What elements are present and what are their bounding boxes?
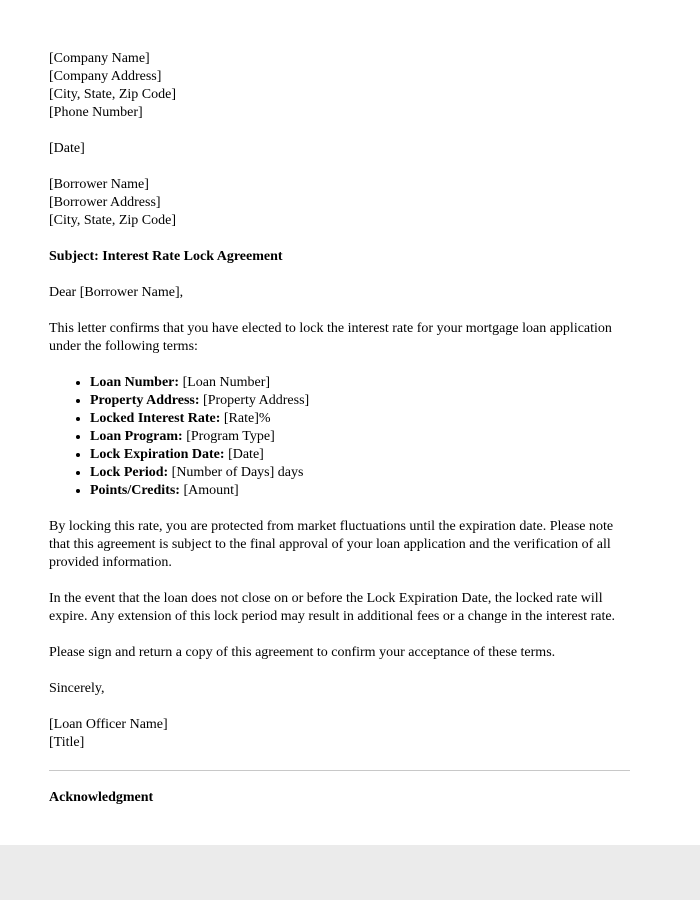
term-item-property-address bbox=[90, 392, 630, 410]
signature-block bbox=[49, 716, 630, 752]
loan-officer-name: [Loan Officer Name] bbox=[49, 717, 168, 732]
term-item-locked-interest-rate bbox=[90, 410, 630, 428]
term-value: [Date] bbox=[228, 447, 264, 462]
section-divider bbox=[49, 770, 630, 771]
salutation: Dear [Borrower Name], bbox=[49, 285, 184, 300]
company-city-state-zip: [City, State, Zip Code] bbox=[49, 87, 177, 102]
term-value: [Number of Days] days bbox=[171, 465, 304, 480]
term-item-loan-program bbox=[90, 428, 630, 446]
term-label: Property Address: bbox=[90, 393, 200, 408]
company-address: [Company Address] bbox=[49, 69, 162, 84]
term-item-lock-period bbox=[90, 464, 630, 482]
borrower-address: [Borrower Address] bbox=[49, 195, 161, 210]
acknowledgment-heading: Acknowledgment bbox=[49, 790, 154, 805]
term-label: Lock Period: bbox=[90, 465, 169, 480]
term-item-points-credits bbox=[90, 482, 630, 500]
term-label: Loan Number: bbox=[90, 375, 180, 390]
term-value: [Rate]% bbox=[223, 411, 271, 426]
borrower-block bbox=[49, 176, 630, 230]
intro-paragraph: This letter confirms that you have elected to lock the interest rate for your mortgage loan application under the following terms: bbox=[49, 321, 612, 354]
page-end-background bbox=[0, 845, 700, 900]
company-block bbox=[49, 50, 630, 122]
term-item-loan-number bbox=[90, 374, 630, 392]
date-line: [Date] bbox=[49, 141, 85, 156]
subject-line: Subject: Interest Rate Lock Agreement bbox=[49, 249, 283, 264]
term-value: [Loan Number] bbox=[182, 375, 271, 390]
company-phone: [Phone Number] bbox=[49, 105, 143, 120]
terms-list bbox=[49, 374, 630, 500]
term-label: Loan Program: bbox=[90, 429, 183, 444]
paragraph-protection: By locking this rate, you are protected from market fluctuations until the expiration date. Please note that this agreement is subject to the final approval of your loan application and the verification of all provided information. bbox=[49, 519, 614, 570]
term-value: [Program Type] bbox=[186, 429, 275, 444]
term-label: Points/Credits: bbox=[90, 483, 180, 498]
paragraph-expiration: In the event that the loan does not close on or before the Lock Expiration Date, the locked rate will expire. Any extension of this lock period may result in additional fees or a change in the interest rate. bbox=[49, 591, 616, 624]
closing: Sincerely, bbox=[49, 681, 105, 696]
term-item-lock-expiration-date bbox=[90, 446, 630, 464]
company-name: [Company Name] bbox=[49, 51, 150, 66]
paragraph-sign-return: Please sign and return a copy of this agreement to confirm your acceptance of these terms. bbox=[49, 645, 556, 660]
loan-officer-title: [Title] bbox=[49, 735, 85, 750]
borrower-city-state-zip: [City, State, Zip Code] bbox=[49, 213, 177, 228]
term-label: Locked Interest Rate: bbox=[90, 411, 221, 426]
term-value: [Property Address] bbox=[203, 393, 310, 408]
borrower-name: [Borrower Name] bbox=[49, 177, 149, 192]
term-value: [Amount] bbox=[183, 483, 239, 498]
term-label: Lock Expiration Date: bbox=[90, 447, 225, 462]
